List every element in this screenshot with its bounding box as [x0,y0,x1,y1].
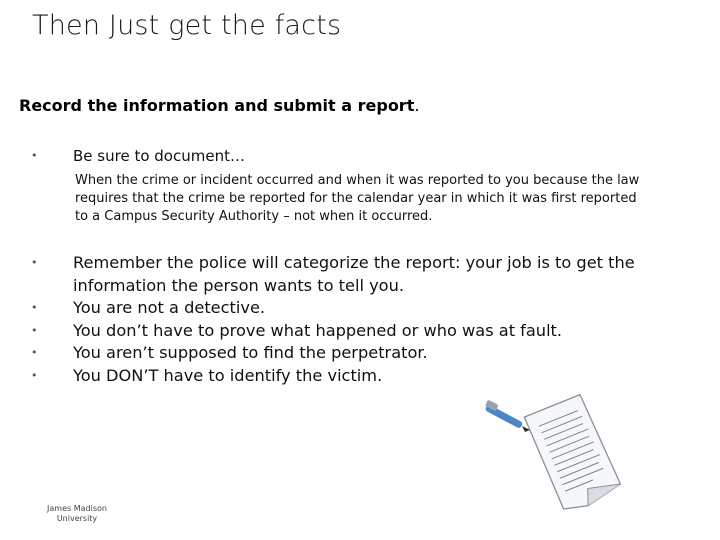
subtitle-text: Record the information and submit a report [19,96,415,115]
list-item-text: You aren’t supposed to find the perpetrator. [73,343,428,362]
bullet-document-text: Be sure to document… [73,147,245,165]
bullet-glyph: • [31,301,38,314]
university-logo [42,504,112,524]
list-item-text: Remember the police will categorize the report: your job is to get the information the person wants to tell you. [73,253,635,295]
list-item-text: You DON’T have to identify the victim. [73,365,383,385]
list-item [31,252,653,297]
list-item-text: You don’t have to prove what happened or who was at fault. [73,320,563,340]
bullet-glyph: • [31,256,38,269]
logo-line-2: University [56,514,98,523]
slide-title: Then Just get the facts [32,10,342,41]
bullet-document [31,145,245,167]
sub-paragraph: When the crime or incident occurred and when it was reported to you because the law requires that the crime be reported for the calendar year in which it was first reported to a Campus Security Authority – not when it occurred. [75,173,640,224]
subtitle-period: . [414,96,420,115]
bullet-list [31,252,653,387]
bullet-glyph: • [31,149,38,162]
bullet-glyph: • [31,368,38,382]
pen-icon [485,400,530,432]
list-item [31,297,653,320]
bullet-glyph: • [31,346,38,359]
slide-subtitle [19,96,419,115]
list-item-text: You are not a detective. [73,298,266,317]
logo-line-1: James Madison [47,504,107,513]
list-item [31,320,653,343]
paper-icon [524,393,623,515]
list-item [31,342,653,365]
bullet-glyph: • [31,323,38,337]
document-with-pen-icon [482,380,632,520]
